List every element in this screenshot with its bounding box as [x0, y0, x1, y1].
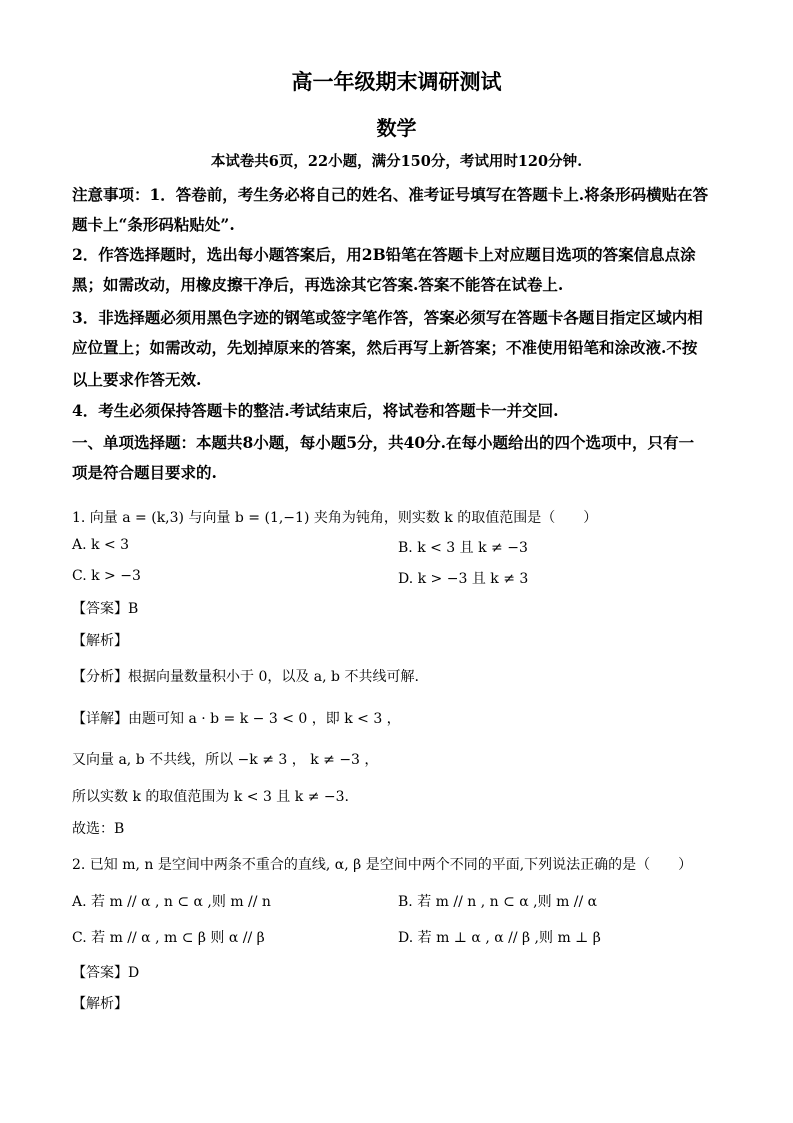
- question-1-solution-line-2: 又向量 a, b 不共线，所以 −k ≠ 3 ， k ≠ −3 ，: [72, 752, 379, 768]
- question-1-stem: 1. 向量 a = (k,3) 与向量 b = (1,−1) 夹角为钝角，则实数 k 的取值范围是（ ）: [72, 510, 598, 526]
- notice-line-2: 题卡上“条形码粘贴处”.: [72, 215, 235, 234]
- notice-line-8: 4．考生必须保持答题卡的整洁.考试结束后，将试卷和答题卡一并交回.: [72, 401, 559, 420]
- question-2-analysis-label: 【解析】: [72, 996, 128, 1012]
- question-1-fenxi: 【分析】根据向量数量积小于 0，以及 a, b 不共线可解.: [72, 669, 419, 685]
- notice-line-4: 黑；如需改动，用橡皮擦干净后，再选涂其它答案.答案不能答在试卷上.: [72, 275, 564, 294]
- notice-line-7: 以上要求作答无效.: [72, 370, 202, 389]
- question-1-choose: 故选：B: [72, 821, 125, 837]
- question-2-answer: 【答案】D: [72, 965, 140, 981]
- question-2-option-c: C. 若 m // α , m ⊂ β 则 α // β: [72, 930, 265, 946]
- section-heading-line-2: 项是符合题目要求的.: [72, 463, 217, 482]
- question-1-answer: 【答案】B: [72, 601, 139, 617]
- exam-subject: 数学: [376, 116, 417, 140]
- notice-line-6: 应位置上；如需改动，先划掉原来的答案，然后再写上新答案；不准使用铅笔和涂改液.不按: [72, 338, 698, 357]
- question-1-option-a: A. k < 3: [72, 537, 130, 553]
- question-1-option-b: B. k < 3 且 k ≠ −3: [398, 540, 528, 556]
- question-1-analysis-label: 【解析】: [72, 633, 128, 649]
- question-2-option-b: B. 若 m // n , n ⊂ α ,则 m // α: [398, 894, 598, 910]
- notice-line-5: 3．非选择题必须用黑色字迹的钢笔或签字笔作答，答案必须写在答题卡各题目指定区域内相: [72, 308, 703, 327]
- section-heading-line-1: 一、单项选择题：本题共8小题，每小题5分，共40分.在每小题给出的四个选项中，只有一: [72, 433, 695, 452]
- question-1-xiangjie: 【详解】由题可知 a · b = k − 3 < 0 ，即 k < 3 ，: [72, 711, 401, 727]
- question-1-solution-line-3: 所以实数 k 的取值范围为 k < 3 且 k ≠ −3.: [72, 789, 349, 805]
- notice-line-1: 注意事项：1．答卷前，考生务必将自己的姓名、准考证号填写在答题卡上.将条形码横贴在答: [72, 185, 709, 204]
- notice-line-3: 2．作答选择题时，选出每小题答案后，用2B铅笔在答题卡上对应题目选项的答案信息点涂: [72, 245, 696, 264]
- question-2-option-a: A. 若 m // α , n ⊂ α ,则 m // n: [72, 894, 271, 910]
- question-1-option-c: C. k > −3: [72, 568, 141, 584]
- exam-intro: 本试卷共6页，22小题，满分150分，考试用时120分钟.: [210, 153, 583, 170]
- question-1-option-d: D. k > −3 且 k ≠ 3: [398, 571, 529, 587]
- question-2-option-d: D. 若 m ⊥ α , α // β ,则 m ⊥ β: [398, 930, 601, 946]
- question-2-stem: 2. 已知 m, n 是空间中两条不重合的直线, α, β 是空间中两个不同的平面,下列说法正确的是（ ）: [72, 857, 693, 873]
- exam-title: 高一年级期末调研测试: [291, 69, 502, 94]
